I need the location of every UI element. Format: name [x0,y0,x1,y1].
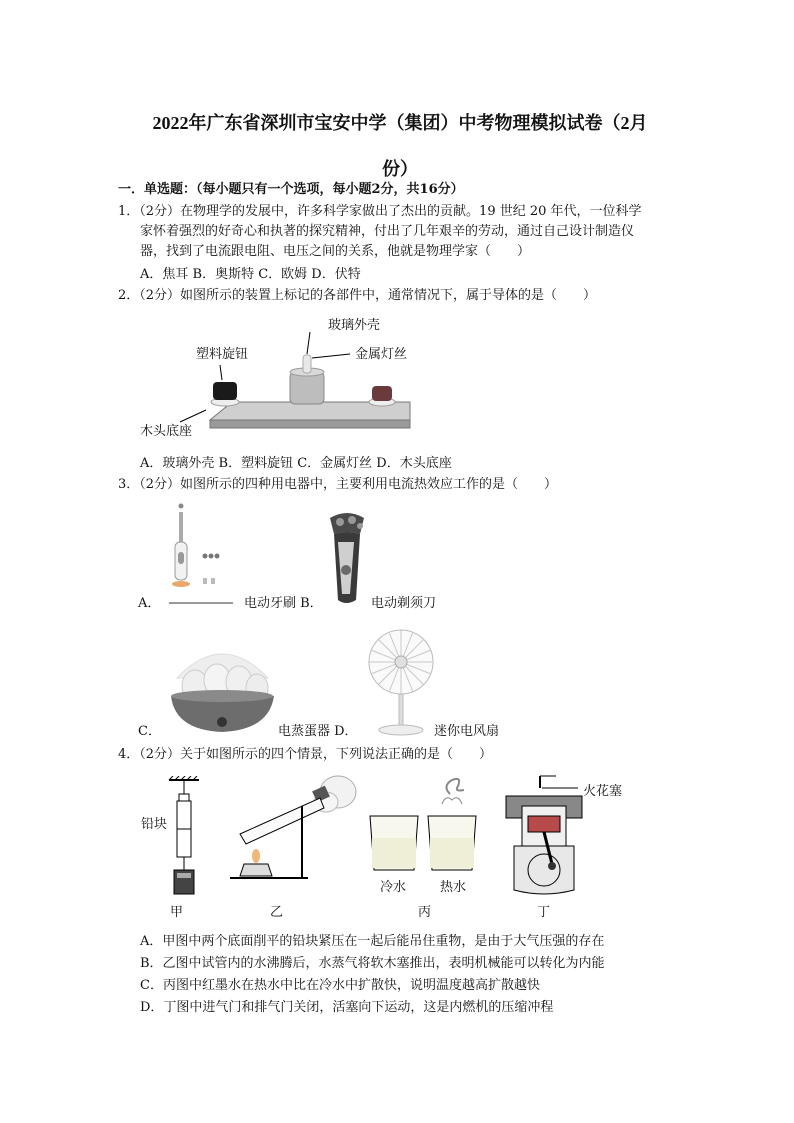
figure-yi-test-tube [222,772,362,887]
label-spark-plug: 火花塞 [583,784,623,799]
question-2 [118,286,678,306]
section-heading: 一．单选题：（每小题只有一个选项，每小题2分，共16分） [118,182,464,197]
q4-option-a[interactable]: A．甲图中两个底面削平的铅块紧压在一起后能吊住重物，是由于大气压强的存在 [140,934,605,949]
q2-stem: 2．（2分）如图所示的装置上标记的各部件中，通常情况下，属于导体的是（ ） [118,288,597,303]
q1-stem-line-1: 1．（2分）在物理学的发展中，许多科学家做出了杰出的贡献。19 世纪 20 年代，一位科学 [118,204,642,219]
electric-toothbrush-image [165,500,237,610]
label-hot-water: 热水 [440,880,467,895]
q3-stem: 3．（2分）如图所示的四种用电器中，主要利用电流热效应工作的是（ ） [118,477,558,492]
glass-shell-shape [303,355,311,373]
q1-stem-line-2: 家怀着强烈的好奇心和执著的探究精神，付出了几年艰辛的劳动，通过自己设计制造仪 [140,224,635,239]
q4-option-d[interactable]: D．丁图中进气门和排气门关闭，活塞向下运动，这是内燃机的压缩冲程 [140,1000,554,1015]
q2-options[interactable]: A．玻璃外壳 B．塑料旋钮 C．金属灯丝 D．木头底座 [140,456,452,471]
label-plastic-knob: 塑料旋钮 [196,347,249,362]
q3-option-d-text[interactable]: 迷你电风扇 [434,724,500,739]
label-bing: 丙 [418,905,432,920]
label-wood-base: 木头底座 [140,424,193,439]
q4-stem: 4．（2分）关于如图所示的四个情景，下列说法正确的是（ ） [118,747,493,762]
question-3 [118,475,678,495]
mini-fan-image [365,628,437,738]
wood-base-edge [210,420,410,428]
label-yi: 乙 [270,905,284,920]
label-cold-water: 冷水 [380,880,407,895]
exam-title [100,100,700,192]
title-line-2: 份） [382,159,418,179]
label-lead-block: 铅块 [141,817,168,832]
q3-option-c-letter[interactable]: C． [138,724,161,739]
lamp-holder-shape [290,372,324,404]
label-metal-filament: 金属灯丝 [355,347,408,362]
q3-option-b-text[interactable]: 电动剃须刀 [371,596,437,611]
q1-stem-line-3: 器，找到了电流跟电阻、电压之间的关系，他就是物理学家（ ） [140,244,531,259]
q3-option-a-letter[interactable]: A． [138,596,161,611]
q4-option-c[interactable]: C．丙图中红墨水在热水中比在冷水中扩散快，说明温度越高扩散越快 [140,978,540,993]
figure-bing-beakers [362,776,487,876]
figure-jia-lead-blocks [165,776,205,901]
right-knob-shape [372,386,392,401]
title-line-1: 2022年广东省深圳市宝安中学（集团）中考物理模拟试卷（2月 [152,113,648,133]
label-ding: 丁 [537,905,551,920]
q3-option-a-text[interactable]: 电动牙刷 B． [244,596,323,611]
label-jia: 甲 [170,905,184,920]
q1-options[interactable]: A．焦耳 B．奥斯特 C．欧姆 D．伏特 [140,267,361,282]
question-4 [118,745,678,765]
plastic-knob-shape [213,382,237,400]
electric-shaver-image [322,508,372,608]
label-glass-shell: 玻璃外壳 [328,318,381,333]
q3-option-c-text[interactable]: 电蒸蛋器 D． [278,724,358,739]
q4-option-b[interactable]: B．乙图中试管内的水沸腾后，水蒸气将软木塞推出，表明机械能可以转化为内能 [140,956,605,971]
electric-egg-cooker-image [165,630,280,735]
question-1 [118,202,678,262]
